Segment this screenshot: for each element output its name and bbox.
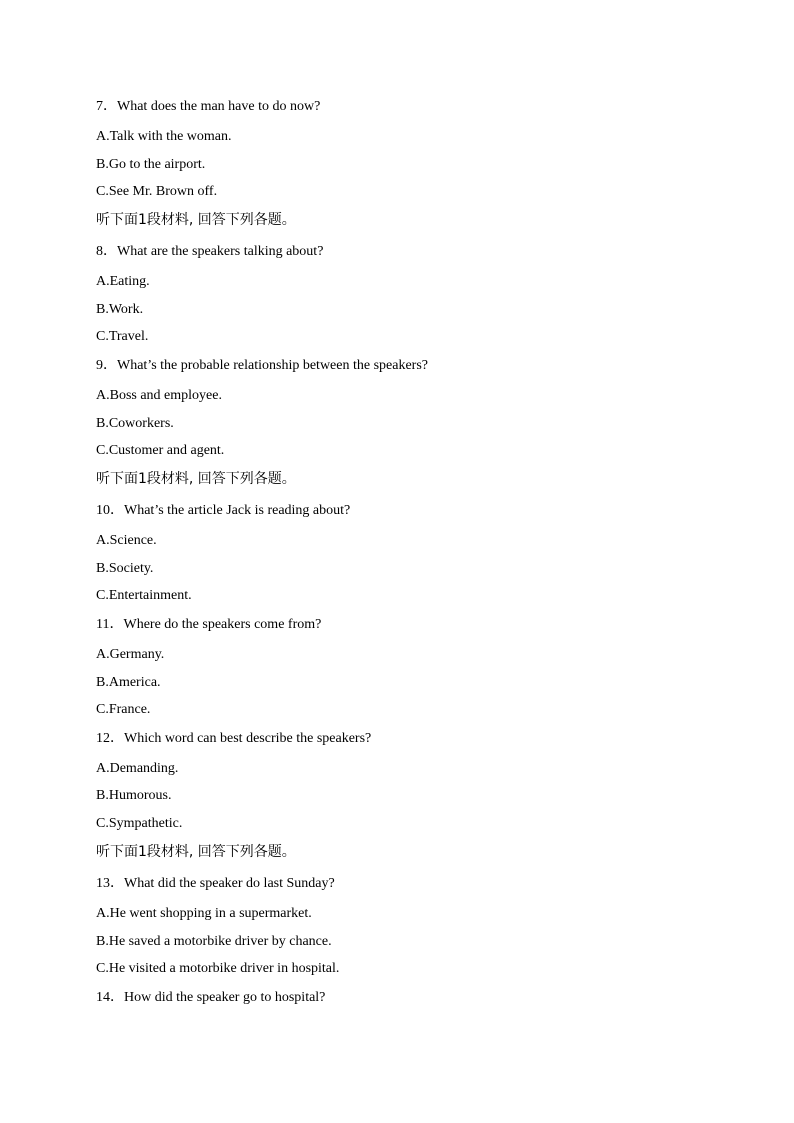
option-13a: A.He went shopping in a supermarket. [96,906,312,921]
option-11b: B.America. [96,675,161,690]
option-12b: B.Humorous. [96,788,172,803]
question-11: 11．Where do the speakers come from? [96,617,322,632]
question-12: 12．Which word can best describe the speakers? [96,731,372,746]
option-7a: A.Talk with the woman. [96,129,232,144]
option-12a: A.Demanding. [96,761,179,776]
question-9: 9．What’s the probable relationship between the speakers? [96,358,428,373]
option-13c: C.He visited a motorbike driver in hospital. [96,961,340,976]
option-10c: C.Entertainment. [96,588,192,603]
option-11c: C.France. [96,702,151,717]
option-10b: B.Society. [96,561,154,576]
question-14: 14．How did the speaker go to hospital? [96,990,326,1005]
option-7b: B.Go to the airport. [96,157,206,172]
option-9c: C.Customer and agent. [96,443,225,458]
option-13b: B.He saved a motorbike driver by chance. [96,934,332,949]
listening-instruction: 听下面1段材料, 回答下列各题。 [96,471,296,487]
question-7: 7．What does the man have to do now? [96,99,321,114]
listening-instruction: 听下面1段材料, 回答下列各题。 [96,844,296,860]
question-10: 10．What’s the article Jack is reading about? [96,503,351,518]
option-11a: A.Germany. [96,647,165,662]
listening-instruction: 听下面1段材料, 回答下列各题。 [96,212,296,228]
option-9a: A.Boss and employee. [96,388,222,403]
question-13: 13．What did the speaker do last Sunday? [96,876,335,891]
question-8: 8．What are the speakers talking about? [96,244,324,259]
option-10a: A.Science. [96,533,157,548]
option-8c: C.Travel. [96,329,149,344]
option-12c: C.Sympathetic. [96,816,183,831]
option-8a: A.Eating. [96,274,150,289]
option-7c: C.See Mr. Brown off. [96,184,218,199]
option-8b: B.Work. [96,302,144,317]
option-9b: B.Coworkers. [96,416,174,431]
